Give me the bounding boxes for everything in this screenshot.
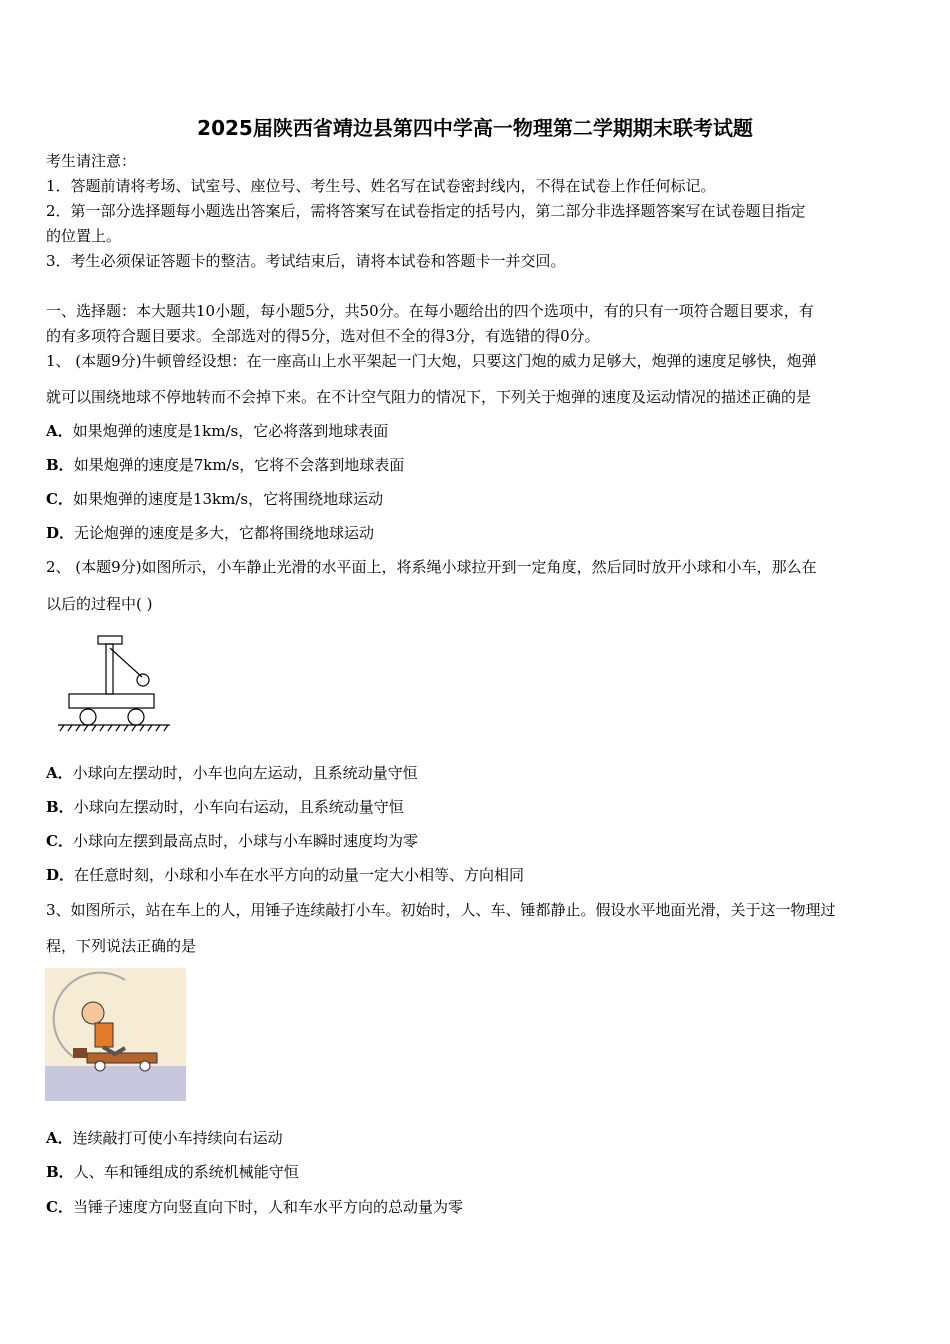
option-text: 小球向左摆动时，小车向右运动，且系统动量守恒 [73,798,404,816]
option-text: 无论炮弹的速度是多大，它都将围绕地球运动 [74,524,375,542]
notice-item: 2．第一部分选择题每小题选出答案后，需将答案写在试卷指定的括号内，第二部分非选择题答案写在试卷题目指定 [46,202,806,220]
option-key: D． [46,524,75,542]
q3-stem: 3、如图所示，站在车上的人，用锤子连续敲打小车。初始时，人、车、锤都静止。假设水平地面光滑，关于这一物理过 [46,901,836,919]
q2-stem: 2、 (本题9分)如图所示，小车静止光滑的水平面上，将系绳小球拉开到一定角度，然后同时放开小球和小车，那么在 [46,558,817,576]
q2-option-a [46,763,418,783]
section-intro: 一、选择题：本大题共10小题，每小题5分，共50分。在每小题给出的四个选项中，有的只有一项符合题目要求，有 [46,302,814,320]
section-intro: 的有多项符合题目要求。全部选对的得5分，选对但不全的得3分，有选错的得0分。 [46,327,600,345]
option-text: 连续敲打可使小车持续向右运动 [72,1129,283,1147]
option-key: C． [46,832,73,850]
q1-option-a [46,421,388,441]
option-text: 当锤子速度方向竖直向下时，人和车水平方向的总动量为零 [72,1198,463,1216]
q3-option-a [46,1128,283,1148]
option-text: 如果炮弹的速度是13km/s，它将围绕地球运动 [72,490,384,508]
pendulum-cart-figure [50,630,180,740]
option-key: B． [46,1163,74,1181]
option-text: 小球向左摆动时，小车也向左运动，且系统动量守恒 [72,764,418,782]
notice-item: 的位置上。 [46,227,122,245]
q1-option-c [46,489,383,509]
option-text: 如果炮弹的速度是1km/s，它必将落到地球表面 [72,422,389,440]
notice-heading: 考生请注意： [46,152,137,170]
option-text: 人、车和锤组成的系统机械能守恒 [73,1163,299,1181]
q2-option-b [46,797,404,817]
q1-option-b [46,455,404,475]
q2-stem: 以后的过程中( ) [46,595,153,613]
option-key: A． [46,422,73,440]
hammer-cart-illustration [45,968,186,1101]
q1-option-d [46,523,374,543]
notice-item: 1．答题前请将考场、试室号、座位号、考生号、姓名写在试卷密封线内，不得在试卷上作任何标记。 [46,177,716,195]
q1-stem: 就可以围绕地球不停地转而不会掉下来。在不计空气阻力的情况下，下列关于炮弹的速度及运动情况的描述正确的是 [46,388,812,406]
option-text: 在任意时刻，小球和小车在水平方向的动量一定大小相等、方向相同 [74,866,525,884]
option-text: 小球向左摆到最高点时，小球与小车瞬时速度均为零 [72,832,418,850]
option-key: B． [46,456,74,474]
q1-stem: 1、 (本题9分)牛顿曾经设想：在一座高山上水平架起一门大炮，只要这门炮的威力足够大，炮弹的速度足够快，炮弹 [46,352,817,370]
q3-option-c [46,1197,463,1217]
option-key: D． [46,866,75,884]
option-key: A． [46,764,73,782]
q3-option-b [46,1162,299,1182]
option-text: 如果炮弹的速度是7km/s，它将不会落到地球表面 [73,456,405,474]
option-key: C． [46,1198,73,1216]
option-key: C． [46,490,73,508]
option-key: B． [46,798,74,816]
page-title: 2025届陕西省靖边县第四中学高一物理第二学期期末联考试题 [197,116,753,140]
q2-option-d [46,865,524,885]
notice-item: 3．考生必须保证答题卡的整洁。考试结束后，请将本试卷和答题卡一并交回。 [46,252,566,270]
option-key: A． [46,1129,73,1147]
q2-option-c [46,831,418,851]
q3-stem: 程，下列说法正确的是 [46,937,197,955]
